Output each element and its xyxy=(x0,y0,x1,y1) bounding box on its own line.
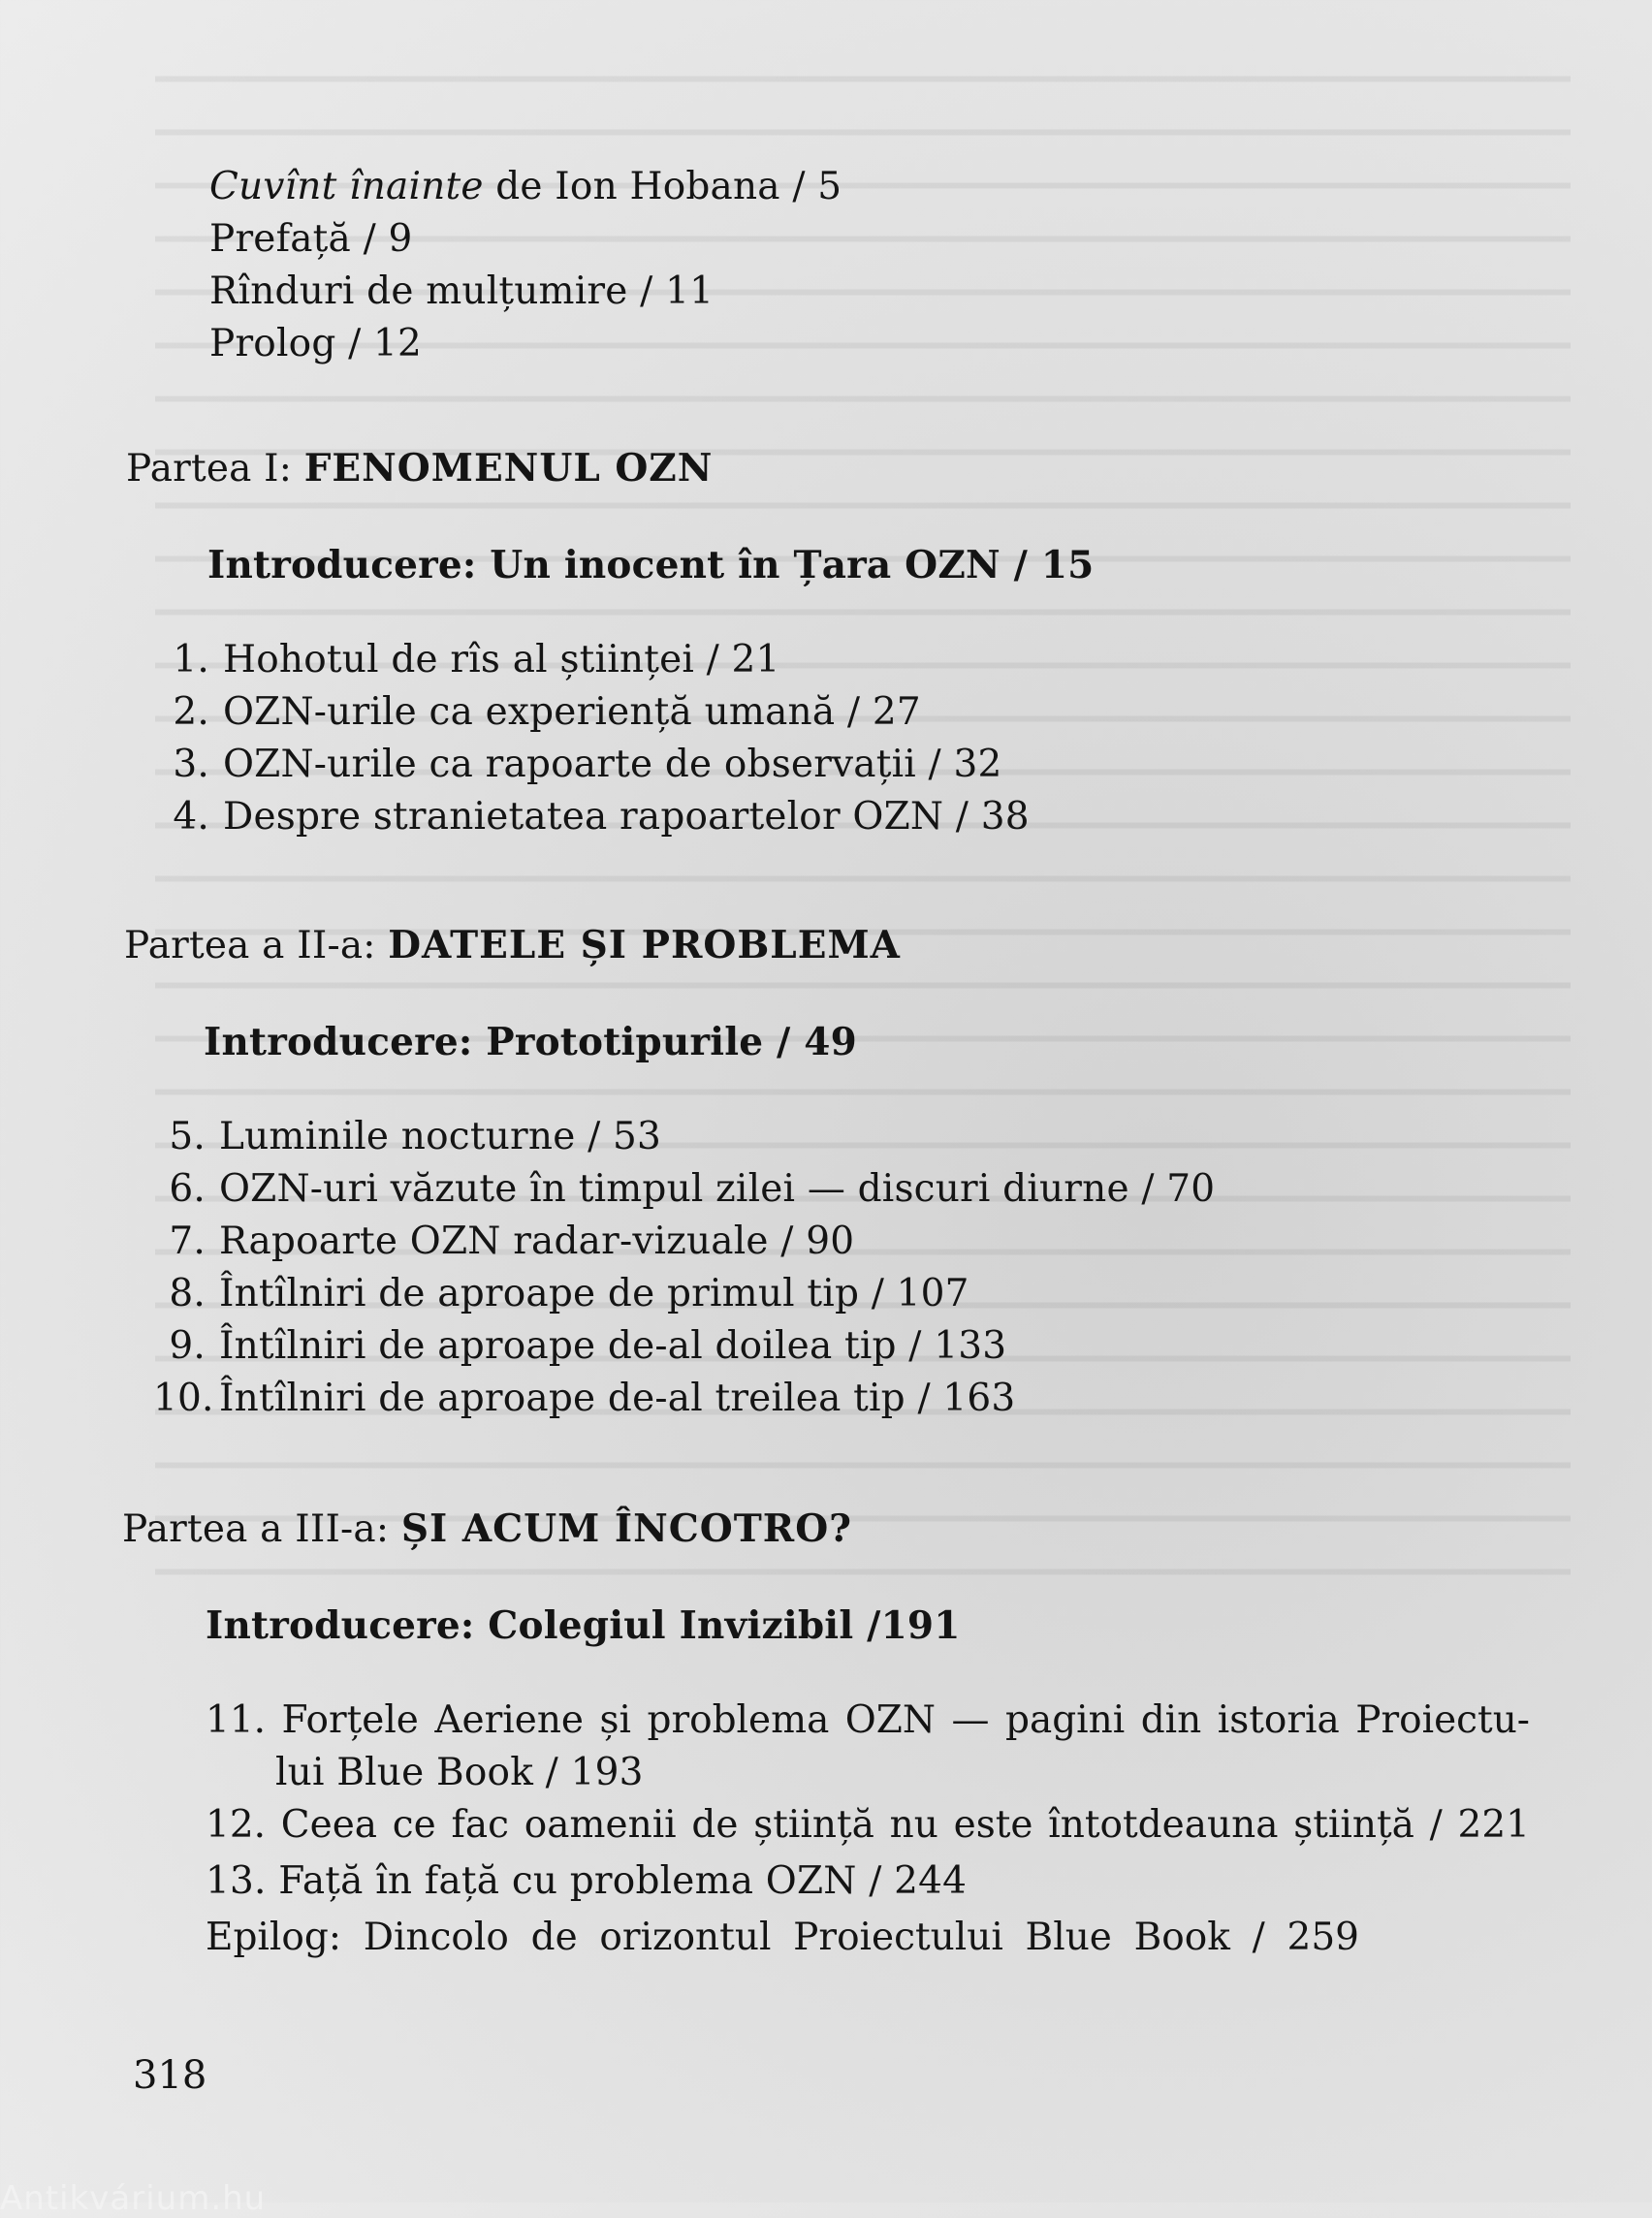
toc-chapter: 1. Hohotul de rîs al științei / 21 xyxy=(173,638,780,681)
toc-prologue: Prolog / 12 xyxy=(209,322,423,365)
toc-chapter: 3. OZN-urile ca rapoarte de observații / 32 xyxy=(173,743,1002,786)
part-2-heading: Partea a II-a: DATELE ȘI PROBLEMA xyxy=(124,923,901,967)
part-3-heading: Partea a III-a: ȘI ACUM ÎNCOTRO? xyxy=(122,1506,853,1551)
toc-chapter: 11. Forțele Aeriene și problema OZN — pagini din istoria Proiectu- xyxy=(206,1698,1530,1742)
page-number: 318 xyxy=(133,2053,207,2098)
toc-chapter-continuation: lui Blue Book / 193 xyxy=(275,1751,644,1794)
toc-foreword: Cuvînt înainte de Ion Hobana / 5 xyxy=(209,165,842,208)
part-1-heading: Partea I: FENOMENUL OZN xyxy=(126,446,714,491)
part-1-intro: Introducere: Un inocent în Țara OZN / 15 xyxy=(207,543,1095,587)
toc-chapter: 8. Întîlniri de aproape de primul tip / 107 xyxy=(169,1272,969,1315)
toc-chapter: 7. Rapoarte OZN radar-vizuale / 90 xyxy=(169,1220,855,1263)
toc-chapter: 13. Față în față cu problema OZN / 244 xyxy=(206,1859,968,1903)
watermark-text: Antikvárium.hu xyxy=(0,2179,267,2218)
toc-chapter: 6. OZN-uri văzute în timpul zilei — discuri diurne / 70 xyxy=(169,1167,1216,1211)
toc-chapter: 4. Despre stranietatea rapoartelor OZN / 38 xyxy=(173,795,1030,839)
toc-chapter: 2. OZN-urile ca experiență umană / 27 xyxy=(173,690,921,734)
toc-epilogue: Epilog: Dincolo de orizontul Proiectului Blue Book / 259 xyxy=(206,1916,1359,1959)
part-2-intro: Introducere: Prototipurile / 49 xyxy=(204,1020,857,1064)
toc-acknowledgements: Rînduri de mulțumire / 11 xyxy=(209,269,715,313)
toc-chapter: 9. Întîlniri de aproape de-al doilea tip / 133 xyxy=(169,1324,1007,1368)
toc-chapter: 10. Întîlniri de aproape de-al treilea tip / 163 xyxy=(153,1377,1016,1420)
part-3-intro: Introducere: Colegiul Invizibil /191 xyxy=(206,1603,961,1648)
toc-chapter: 5. Luminile nocturne / 53 xyxy=(169,1115,662,1158)
toc-preface: Prefață / 9 xyxy=(209,217,413,261)
toc-chapter: 12. Ceea ce fac oamenii de știință nu este întotdeauna știință / 221 xyxy=(206,1803,1530,1847)
